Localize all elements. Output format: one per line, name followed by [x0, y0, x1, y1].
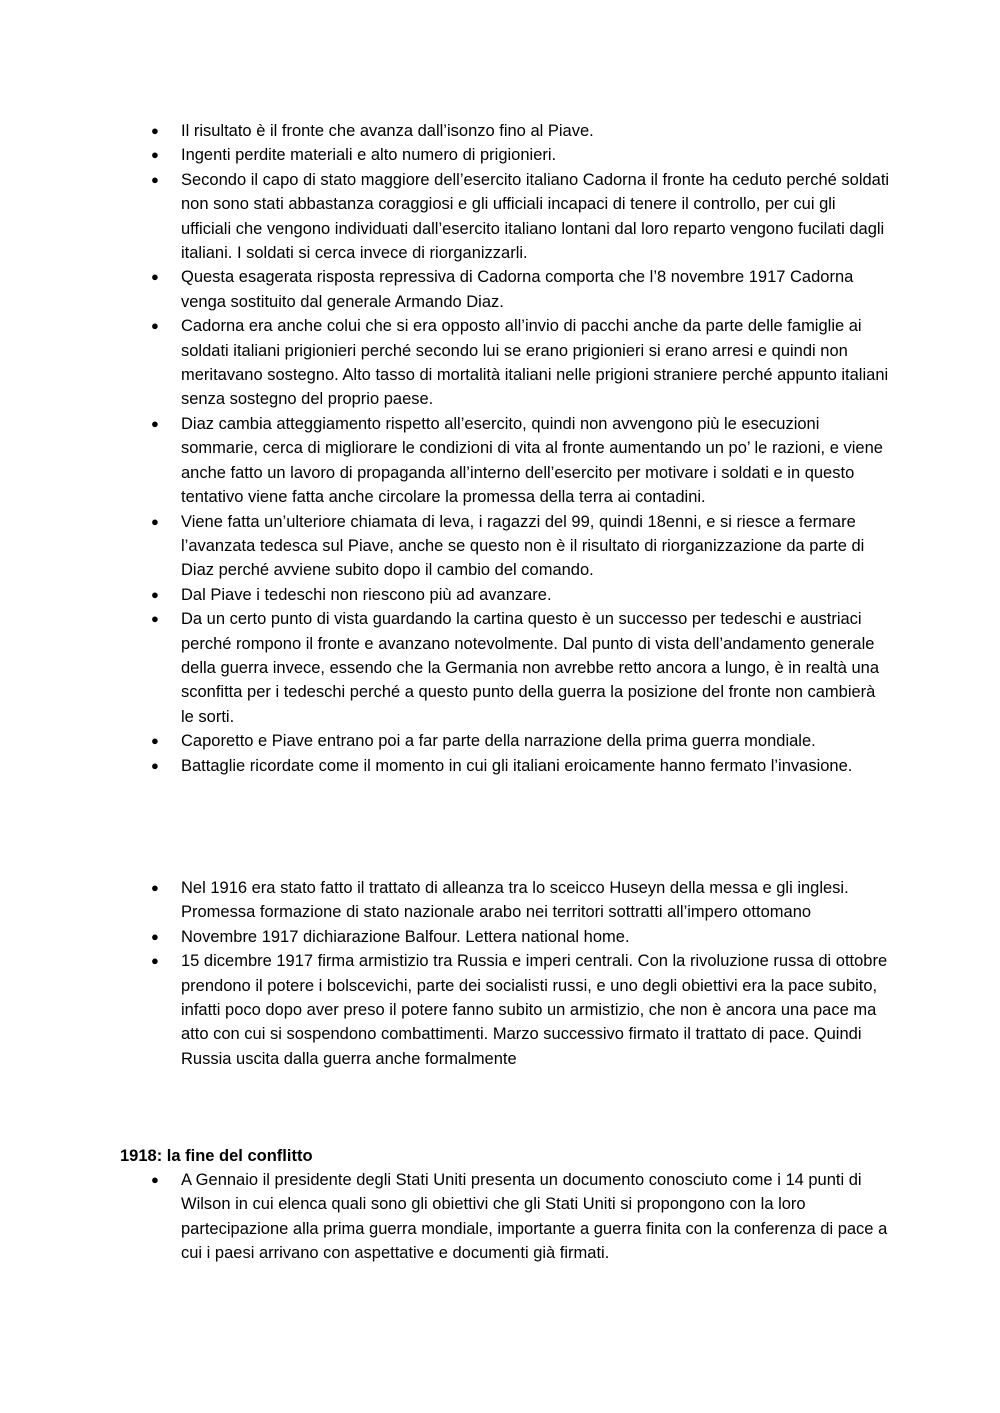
list-item-text: Secondo il capo di stato maggiore dell’esercito italiano Cadorna il fronte ha ceduto perché soldati non sono stati abbastanza coraggiosi e gli ufficiali incapaci di tenere il controllo, per cui gli ufficiali che vengono individuati dall’esercito italiano lontani dal loro reparto vengono fucilati dagli italiani. I soldati si cerca invece di riorganizzarli. — [181, 170, 890, 263]
list-item — [120, 583, 890, 607]
bullet-icon: ● — [151, 269, 159, 285]
list-item — [120, 510, 890, 583]
bullet-icon: ● — [151, 415, 159, 431]
bullet-list-caporetto — [120, 119, 890, 778]
list-item-text: Viene fatta un’ulteriore chiamata di leva, i ragazzi del 99, quindi 18enni, e si riesce a fermare l’avanzata tedesca sul Piave, anche se questo non è il risultato di riorganizzazione da parte di Diaz perché avviene subito dopo il cambio del comando. — [181, 512, 865, 580]
bullet-list-1918 — [120, 1168, 890, 1266]
list-item-text: 15 dicembre 1917 firma armistizio tra Russia e imperi centrali. Con la rivoluzione russa di ottobre prendono il potere i bolscevichi, parte dei socialisti russi, e uno degli obiettivi era la pace subito, infatti poco dopo aver preso il potere fanno subito un armistizio, che non è ancora una pace ma atto con cui si sospendono combattimenti. Marzo successivo firmato il trattato di pace. Quindi Russia uscita dalla guerra anche formalmente — [181, 952, 888, 1068]
list-item — [120, 754, 890, 778]
list-item-text: Battaglie ricordate come il momento in cui gli italiani eroicamente hanno fermato l’invasione. — [181, 756, 853, 775]
list-item — [120, 143, 890, 167]
list-item — [120, 949, 890, 1071]
bullet-icon: ● — [151, 880, 159, 895]
list-item-text: Il risultato è il fronte che avanza dall’isonzo fino al Piave. — [181, 122, 594, 140]
list-item-text: Cadorna era anche colui che si era opposto all’invio di pacchi anche da parte delle famiglie ai soldati italiani prigionieri perché secondo lui se erano prigionieri si erano arresi e quindi non meritavano sostegno. Alto tasso di mortalità italiani nelle prigioni straniere perché appunto italiani senza sostegno del proprio paese. — [181, 317, 889, 409]
section-heading: 1918: la fine del conflitto — [120, 1147, 313, 1165]
list-item — [120, 314, 890, 412]
bullet-icon: ● — [151, 1172, 159, 1187]
list-item-text: Ingenti perdite materiali e alto numero di prigionieri. — [181, 146, 557, 165]
bullet-icon: ● — [151, 611, 159, 627]
bullet-icon: ● — [151, 733, 159, 749]
list-item — [120, 168, 890, 266]
list-item — [120, 119, 890, 143]
list-item-text: Caporetto e Piave entrano poi a far parte della narrazione della prima guerra mondiale. — [181, 732, 816, 751]
list-item-text: Da un certo punto di vista guardando la cartina questo è un successo per tedeschi e austriaci perché rompono il fronte e avanzano notevolmente. Dal punto di vista dell’andamento generale della guerra invece, essendo che la Germania non avrebbe retto ancora a lungo, è in realtà una sconfitta per i tedeschi perché a questo punto della guerra la posizione del fronte non cambierà le sorti. — [181, 610, 880, 726]
list-item — [120, 412, 890, 510]
bullet-icon: ● — [151, 147, 159, 163]
bullet-icon: ● — [151, 318, 159, 334]
list-item-text: Questa esagerata risposta repressiva di Cadorna comporta che l’8 novembre 1917 Cadorna venga sostituito dal generale Armando Diaz. — [181, 268, 854, 311]
bullet-icon: ● — [151, 123, 159, 138]
list-item-text: Novembre 1917 dichiarazione Balfour. Lettera national home. — [181, 927, 630, 946]
list-item-text: Diaz cambia atteggiamento rispetto all’esercito, quindi non avvengono più le esecuzioni sommarie, cerca di migliorare le condizioni di vita al fronte aumentando un po’ le razioni, e viene anche fatto un lavoro di propaganda all’interno dell’esercito per motivare i soldati e in questo tentativo viene fatta anche circolare la promessa della terra ai contadini. — [181, 414, 883, 507]
bullet-icon: ● — [151, 513, 159, 529]
list-item — [120, 925, 890, 949]
bullet-list-1916-1917 — [120, 876, 890, 1071]
list-item-text: Dal Piave i tedeschi non riescono più ad avanzare. — [181, 585, 552, 604]
list-item-text: Nel 1916 era stato fatto il trattato di alleanza tra lo sceicco Huseyn della messa e gli inglesi. Promessa formazione di stato nazionale arabo nei territori sottratti all’impero ottomano — [181, 879, 849, 922]
list-item — [120, 876, 890, 925]
list-item-text: A Gennaio il presidente degli Stati Uniti presenta un documento conosciuto come i 14 punti di Wilson in cui elenca quali sono gli obiettivi che gli Stati Uniti si propongono con la loro partecipazione alla prima guerra mondiale, importante a guerra finita con la conferenza di pace a cui i paesi arrivano con aspettative e documenti già firmati. — [181, 1171, 888, 1263]
bullet-icon: ● — [151, 171, 159, 187]
bullet-icon: ● — [151, 953, 159, 969]
bullet-icon: ● — [151, 586, 159, 602]
list-item — [120, 1168, 890, 1266]
list-item — [120, 729, 890, 753]
bullet-icon: ● — [151, 928, 159, 944]
bullet-icon: ● — [151, 757, 159, 773]
list-item — [120, 265, 890, 314]
list-item — [120, 607, 890, 729]
